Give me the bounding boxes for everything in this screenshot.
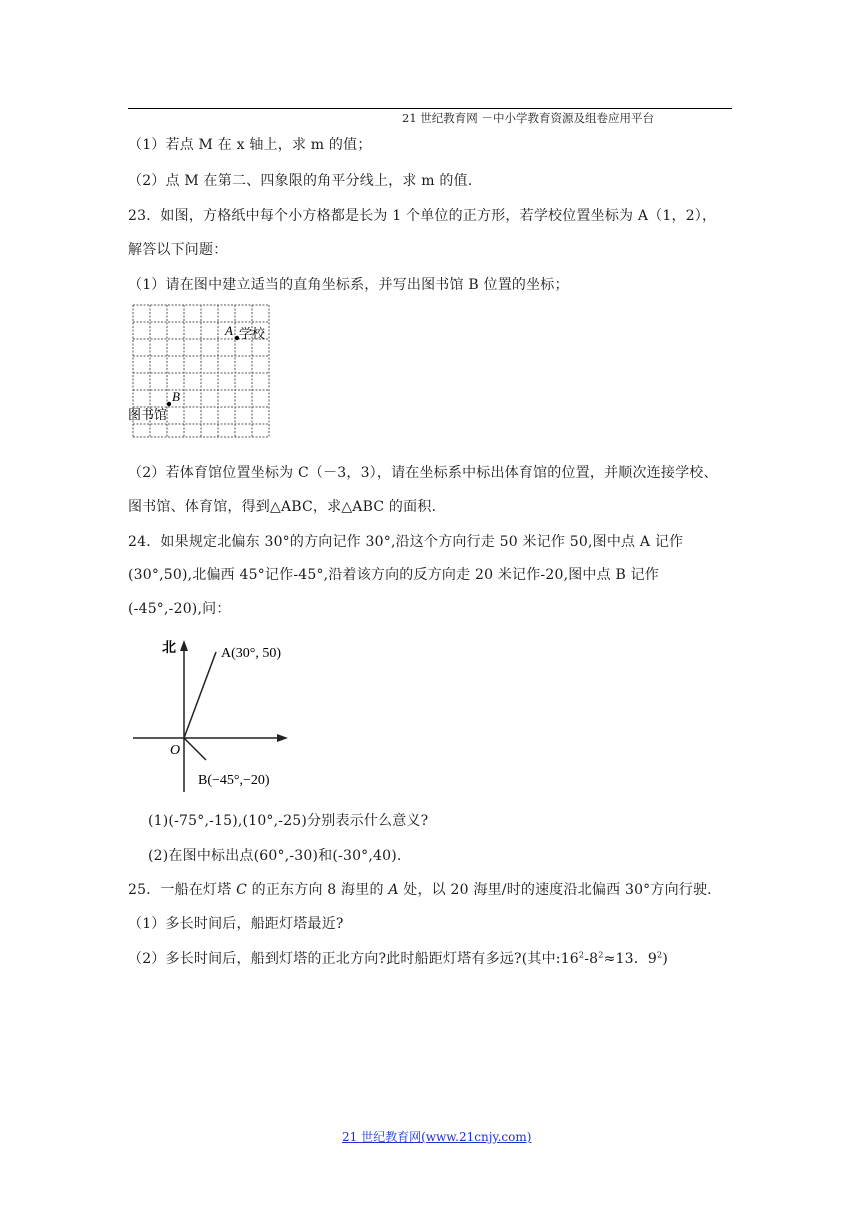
q24-line3: (-45°,-20),问：: [128, 601, 231, 617]
q25-line1: [128, 879, 712, 899]
q23-line2: 解答以下问题：: [128, 242, 228, 258]
q25-part1: （1）多长时间后，船距灯塔最近?: [128, 916, 344, 932]
label-b: B(−45°,−20): [198, 773, 270, 788]
q22-part1: （1）若点 M 在 x 轴上，求 m 的值；: [128, 137, 372, 153]
q24-direction-figure: [128, 628, 298, 798]
lighthouse-c: C: [236, 882, 247, 898]
x-axis-arrow: [277, 734, 288, 742]
q24-line1: 24．如果规定北偏东 30°的方向记作 30°,沿这个方向行走 50 米记作 50,图中点 A 记作: [128, 534, 684, 550]
exponent: 2: [657, 950, 663, 960]
footer-link[interactable]: 21 世纪教育网(www.21cnjy.com): [342, 1130, 532, 1144]
q22-part2: （2）点 M 在第二、四象限的角平分线上，求 m 的值.: [128, 173, 473, 189]
q25-line1-e: 处，以 20 海里/时的速度沿北偏西 30°方向行驶.: [398, 882, 712, 898]
header-platform-text: 21 世纪教育网 －中小学教育资源及组卷应用平台: [402, 111, 654, 125]
q25-part2-c: ≈13．9: [603, 951, 658, 967]
exponent: 2: [578, 950, 585, 960]
q23-part2-line2: 图书馆、体育馆，得到△ABC，求△ABC 的面积.: [128, 499, 437, 515]
label-school: 学校: [239, 327, 266, 342]
ray-ob: [184, 738, 206, 760]
label-a: A(30°, 50): [221, 646, 282, 661]
q23-grid-figure: [128, 300, 278, 445]
q25-part2: [128, 948, 668, 968]
q23-part1: （1）请在图中建立适当的直角坐标系，并写出图书馆 B 位置的坐标；: [128, 277, 569, 293]
q23-part2-line1: （2）若体育馆位置坐标为 C（－3，3），请在坐标系中标出体育馆的位置，并顺次连接学校、: [128, 465, 718, 481]
north-label: 北: [162, 640, 176, 656]
q25-line1-a: 25．一船在灯塔: [128, 882, 237, 898]
exponent: 2: [598, 950, 604, 960]
q25-line1-b: 的正东方向 8 海里的: [247, 882, 389, 898]
q24-line2: (30°,50),北偏西 45°记作-45°,沿着该方向的反方向走 20 米记作-20,图中点 B 记作: [128, 567, 660, 583]
ray-oa: [184, 652, 216, 738]
origin-label: O: [170, 743, 181, 758]
q25-part2-d: ): [662, 951, 668, 967]
header-rule: [128, 108, 732, 109]
label-a: A: [225, 323, 233, 338]
q24-part1: (1)(-75°,-15),(10°,-25)分别表示什么意义?: [148, 813, 429, 829]
point-a: A: [388, 882, 399, 898]
point-b-library: [167, 402, 171, 406]
label-library: 图书馆: [128, 408, 168, 423]
q23-line1: 23．如图，方格纸中每个小方格都是长为 1 个单位的正方形，若学校位置坐标为 A（1，2），: [128, 208, 717, 224]
y-axis-arrow: [180, 640, 188, 651]
label-b: B: [172, 389, 180, 404]
q25-part2-a: （2）多长时间后，船到灯塔的正北方向?此时船距灯塔有多远?(其中:16: [128, 951, 579, 967]
q25-part2-b: -8: [584, 951, 599, 967]
q24-part2: (2)在图中标出点(60°,-30)和(-30°,40).: [148, 848, 402, 864]
